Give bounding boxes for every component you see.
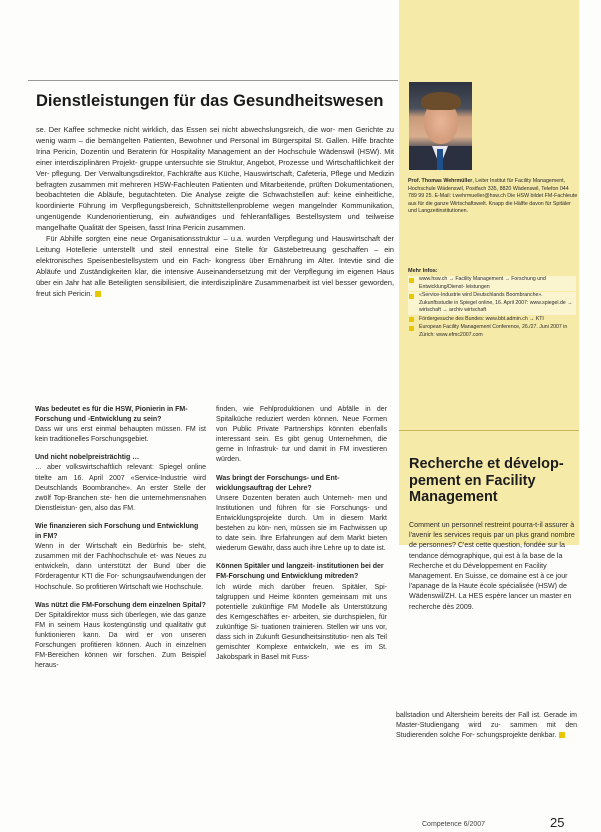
more-info-heading: Mehr Infos: (408, 268, 438, 274)
interview-answer: … aber volkswirtschaftlich relevant: Spiegel online titelte am 16. April 2007 «Service-Industrie wird Deutschlands Boombranche». An erster Stelle der zwölf Top-Branchen ste- hen die unternehmensnahen Dienstleistun- gen, also das FM. (35, 464, 206, 512)
portrait-hair (421, 92, 461, 110)
interview-column-3-end (396, 711, 577, 741)
interview-question: Können Spitäler und langzeit- institutionen bei der FM-Forschung und Entwicklung mitreden? (216, 563, 384, 581)
info-item[interactable]: www.hsw.ch → Facility Management → Forschung und Entwicklung/Dienst- leistungen (408, 276, 576, 291)
sidebar-divider (399, 430, 579, 431)
interview-question: Was bringt der Forschungs- und Ent- wicklungsauftrag der Lehre? (216, 474, 340, 492)
info-item[interactable]: «Service-Industrie wird Deutschlands Boombranche». Zukunftsstudie in Spiegel online, 16. April 2007: www.spiegel.de → wirtschaft → archiv wirtschaft (408, 292, 576, 315)
interview-question: Was bedeutet es für die HSW, Pionierin in FM-Forschung und -Entwicklung zu sein? (35, 406, 188, 424)
interview-answer: Ich würde mich darüber freuen. Spitäler, Spi- talgruppen und Heime könnten gemeinsam mit uns potentielle zukünftige FM Modelle als Unterstützung des Kerngeschäftes er- arbeiten, sie durchspielen, für zukünftige Si- tuationen trainieren. Stellen wir uns vor, dass sich in Zukunft Gesundheitsinstitutio- nen als Teil gemischter Komplexe entwickeln, wie es im St. Jakobspark in Basel mit Fuss- (216, 583, 387, 662)
interview-answer: Unsere Dozenten beraten auch Unterneh- men und Institutionen und führen für sie Forschungs- und Entwicklungsprojekte durch. Um in diesem Markt bestehen zu kön- nen, müssen sie im Fachwissen up to date sein. Ihre Erfahrungen auf dem Markt bieten wiederum Gewähr, dass auch ihre Lehre up to date ist. (216, 494, 387, 553)
author-details: , Leiter Institut für Facility Management, Hochschule Wädenswil, Postfach 335, 8820 Wädenswil, Telefon 044 789 99 25. E-Mail: t.wehrmueller@hsw.ch Die HSW bildet FM-Fachleute aus für die ganze Wirtschaftswelt. Knapp die Hälfte davon für Spitäler und Langzeitinstitutionen. (408, 178, 578, 215)
interview-question: Und nicht nobelpreisträchtig … (35, 454, 140, 462)
interview-answer: Dass wir uns erst einmal behaupten müssen. FM ist kein traditionelles Forschungsgebiet. (35, 426, 206, 444)
top-rule (28, 80, 398, 81)
french-box-text: Comment un personnel restreint pourra-t-il assurer à l'avenir les services requis par un plus grand nombre de personnes? C'est cette question, fondée sur la tendance démographique, qui est à la base de la Recherche et du Développement en Facility Management. En Suisse, ce domaine est à ce jour l'apanage de la Haute école spécialisée (HSW) de Wädenswil/ZH. La HES espère lancer un master en recherche dès 2009. (409, 521, 575, 611)
lead-paragraph: Für Abhilfe sorgten eine neue Organisationsstruktur – u.a. wurden Verpflegung und Hauswirtschaft der Leitung Hotellerie unterstellt und steil ennestral eine Stelle für Gästebetreuung geschaffen – ein elektronisches Speisenbestellsystem und ein Fach- kongress über Ernährung im Alter. Intevtie sind die Abläufe und Zuständigkeiten klar, die intensive Auseinandersetzung mit der Verpflegung im eigenen Haus über ein Jahr hat alle Beteiligten sensibilisiert, die interdisziplinäre Zusammenarbeit ist viel besser geworden, freut sich Pericin. (36, 234, 394, 298)
interview-question: Was nützt die FM-Forschung dem einzelnen Spital? (35, 601, 206, 609)
article-headline: Dienstleistungen für das Gesundheitswesen (36, 92, 384, 110)
interview-column-2 (216, 405, 387, 671)
interview-answer: Der Spitaldirektor muss sich überlegen, wie das ganze FM in seinem Haus kostengünstig und qualitativ gut funktionieren kann. Da wird er von unseren Forschungen profitieren können. Auch in einzelnen FM-Bereichen können wir forschen. Zum Beispiel heraus- (35, 611, 206, 670)
interview-answer-continued: finden, wie Fehlproduktionen und Abfälle in der Spitalküche reduziert werden können. Neue Formen von Public Private Partnerships könnten ebenfalls interessant sein. Es gibt genug Unternehmen, die gerne in Infrastruk- tur und damit in FM investieren würden. (216, 406, 387, 464)
more-info-list (408, 276, 576, 340)
info-item[interactable]: Fördergesuche des Bundes: www.bbt.admin.ch → KTI (408, 316, 576, 324)
end-mark-icon (95, 291, 101, 297)
french-box-title: Recherche et dévelop- pement en Facility Management (409, 456, 564, 505)
lead-text (36, 125, 394, 300)
interview-question: Wie finanzieren sich Forschung und Entwicklung in FM? (35, 522, 199, 541)
portrait-tie (437, 149, 443, 170)
page-number: 25 (550, 815, 565, 830)
end-mark-icon (559, 732, 565, 738)
lead-paragraph: se. Der Kaffee schmecke nicht wirklich, das Essen sei nicht abwechslungsreich, die wor- men Gerichte zu wenig warm – die bemängelten Patienten, Bewohner und Personal im Bürgerspital St. Gallen. Hilfe brachte Irina Pericin, Dozentin und Beraterin für Hospitality Management an der Hochschule Wädenswil (HSW). Mit einer interdisziplinären Projekt- gruppe untersuchte sie Struktur, Angebot, Prozesse und Wirtschaftlichkeit der Ver- pflegung. Der Verwaltungsdirektor, Fachkräfte aus Küche, Hauswirtschaft, Cafeteria, Pflege und Medizin befragten zusammen mit mehreren HSW-Fachleuten Patienten und Mitarbeitende, prüften Dokumentationen, beobachteten die Abläufe, begutachteten. Die Analyse zeigte die Schwachstellen auf: keine einheitliche, koordinierte Führung im Verpflegungsbereich, Schnittstellenprobleme wegen mangelnder Kommunikation, ungenügende Kundenorientierung, ein aufwändiges und fehleranfälliges Bestellsystem und teilweise mangelhafte Qualität der Speisen, fasst Irina Pericin zusammen. (36, 125, 394, 233)
author-bio (408, 178, 578, 216)
interview-column-1 (35, 405, 206, 679)
author-name: Prof. Thomas Wehrmüller (408, 178, 473, 184)
publication-name: Competence 6/2007 (422, 821, 486, 828)
info-item[interactable]: European Facility Management Conference, 26./27. Juni 2007 in Zürich: www.efmc2007.com (408, 324, 576, 339)
interview-answer: Wenn in der Wirtschaft ein Bedürfnis be- steht, zusammen mit der Fachhochschule et- was Neues zu entwickeln, dann unterstützt der Bund über die Förderagentur KTI die For- schungsaufwendungen der Hochschule. So profitieren Wirtschaft wie Hochschule. (35, 543, 206, 591)
interview-answer-continued: ballstadion und Altersheim bereits der Fall ist. Gerade im Master-Studiengang wird zu- sammen mit den Studierenden solche For- schungsprojekte denkbar. (396, 712, 577, 740)
